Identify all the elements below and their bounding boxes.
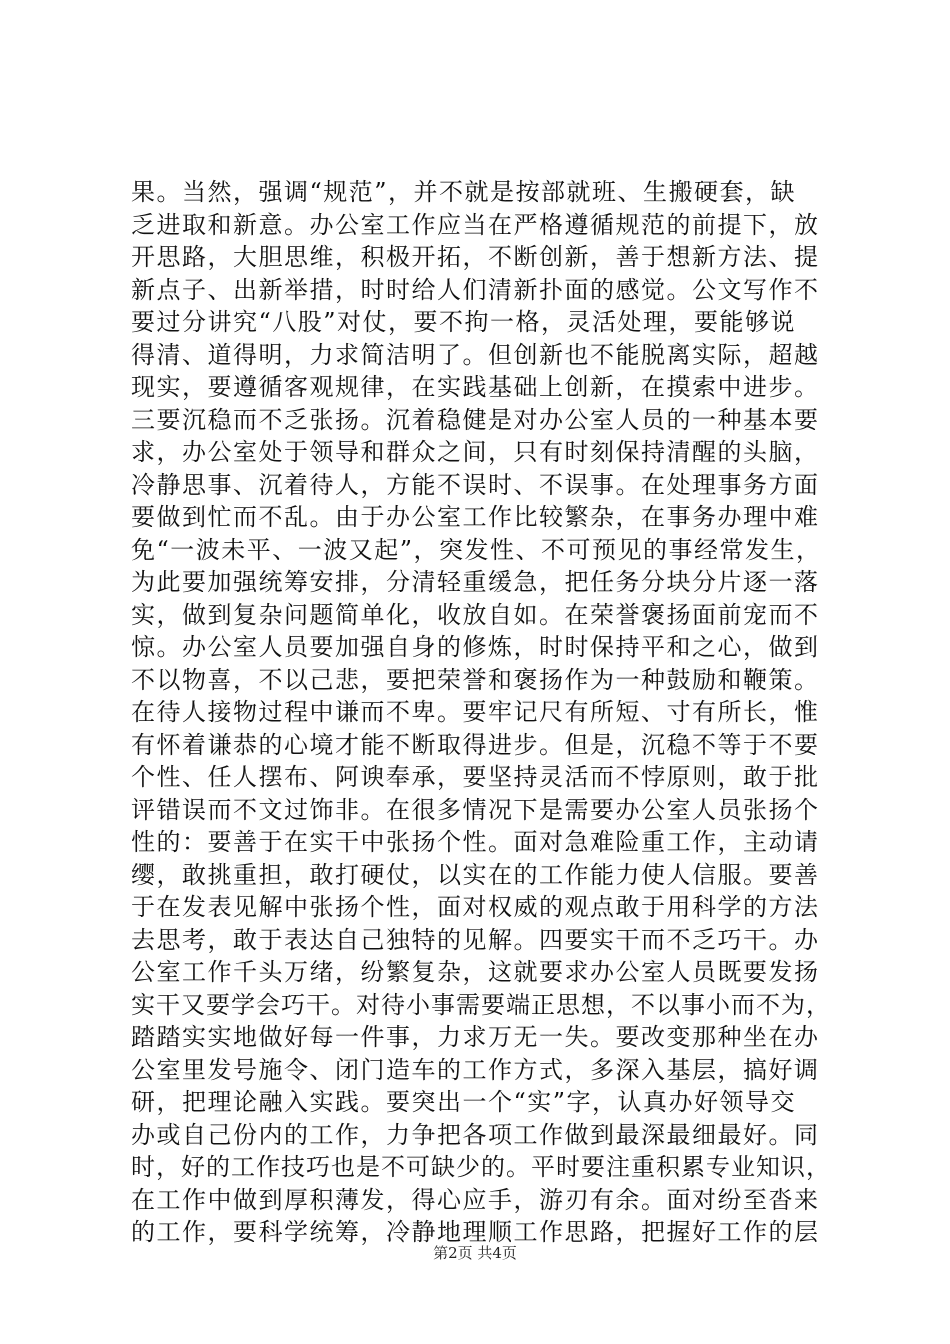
- text-line: 实干又要学会巧干。对待小事需要端正思想，不以事小而不为，: [131, 990, 831, 1019]
- text-line: 办或自己份内的工作，力争把各项工作做到最深最细最好。同: [131, 1120, 820, 1149]
- text-line: 冷静思事、沉着待人，方能不误时、不误事。在处理事务方面: [131, 470, 820, 499]
- text-line: 为此要加强统筹安排，分清轻重缓急，把任务分块分片逐一落: [131, 568, 820, 596]
- text-line: 果。当然，强调“规范”，并不就是按部就班、生搬硬套，缺: [131, 178, 797, 206]
- text-line: 踏踏实实地做好每一件事，力求万无一失。要改变那种坐在办: [131, 1023, 820, 1051]
- text-line: 评错误而不文过饰非。在很多情况下是需要办公室人员张扬个: [131, 795, 820, 824]
- text-line: 个性、任人摆布、阿谀奉承，要坚持灵活而不悖原则，敢于批: [131, 763, 820, 791]
- text-line: 要做到忙而不乱。由于办公室工作比较繁杂，在事务办理中难: [131, 503, 820, 531]
- text-line: 求，办公室处于领导和群众之间，只有时刻保持清醒的头脑，: [131, 438, 820, 466]
- page-footer: 第2页 共4页: [433, 1244, 517, 1262]
- body-text: [131, 176, 831, 1249]
- text-line: 不以物喜，不以己悲，要把荣誉和褒扬作为一种鼓励和鞭策。: [131, 665, 820, 694]
- text-line: 要过分讲究“八股”对仗，要不拘一格，灵活处理，要能够说: [131, 308, 797, 336]
- text-line: 去思考，敢于表达自己独特的见解。四要实干而不乏巧干。办: [131, 925, 820, 954]
- text-line: 开思路，大胆思维，积极开拓，不断创新，善于想新方法、提: [131, 243, 820, 271]
- text-line: 惊。办公室人员要加强自身的修炼，时时保持平和之心，做到: [131, 633, 820, 661]
- text-line: 三要沉稳而不乏张扬。沉着稳健是对办公室人员的一种基本要: [131, 405, 820, 434]
- text-line: 的工作，要科学统筹，冷静地理顺工作思路，把握好工作的层: [131, 1218, 820, 1246]
- text-line: 研，把理论融入实践。要突出一个“实”字，认真办好领导交: [131, 1088, 797, 1116]
- text-line: 公室里发号施令、闭门造车的工作方式，多深入基层，搞好调: [131, 1055, 820, 1084]
- text-line: 实，做到复杂问题简单化，收放自如。在荣誉褒扬面前宠而不: [131, 600, 820, 629]
- text-line: 得清、道得明，力求简洁明了。但创新也不能脱离实际，超越: [131, 340, 820, 369]
- text-line: 公室工作千头万绪，纷繁复杂，这就要求办公室人员既要发扬: [131, 958, 820, 986]
- text-line: 新点子、出新举措，时时给人们清新扑面的感觉。公文写作不: [131, 275, 820, 304]
- text-line: 在工作中做到厚积薄发，得心应手，游刃有余。面对纷至沓来: [131, 1185, 820, 1214]
- text-line: 时，好的工作技巧也是不可缺少的。平时要注重积累专业知识，: [131, 1153, 831, 1181]
- text-line: 乏进取和新意。办公室工作应当在严格遵循规范的前提下，放: [131, 210, 820, 239]
- text-line: 缨，敢挑重担，敢打硬仗，以实在的工作能力使人信服。要善: [131, 860, 820, 889]
- text-line: 有怀着谦恭的心境才能不断取得进步。但是，沉稳不等于不要: [131, 730, 820, 759]
- text-line: 现实，要遵循客观规律，在实践基础上创新，在摸索中进步。: [131, 373, 820, 401]
- text-line: 于在发表见解中张扬个性，面对权威的观点敢于用科学的方法: [131, 893, 820, 921]
- text-line: 免“一波未平、一波又起”，突发性、不可预见的事经常发生，: [131, 535, 822, 564]
- text-line: 性的：要善于在实干中张扬个性。面对急难险重工作，主动请: [131, 828, 820, 856]
- text-line: 在待人接物过程中谦而不卑。要牢记尺有所短、寸有所长，惟: [131, 698, 820, 726]
